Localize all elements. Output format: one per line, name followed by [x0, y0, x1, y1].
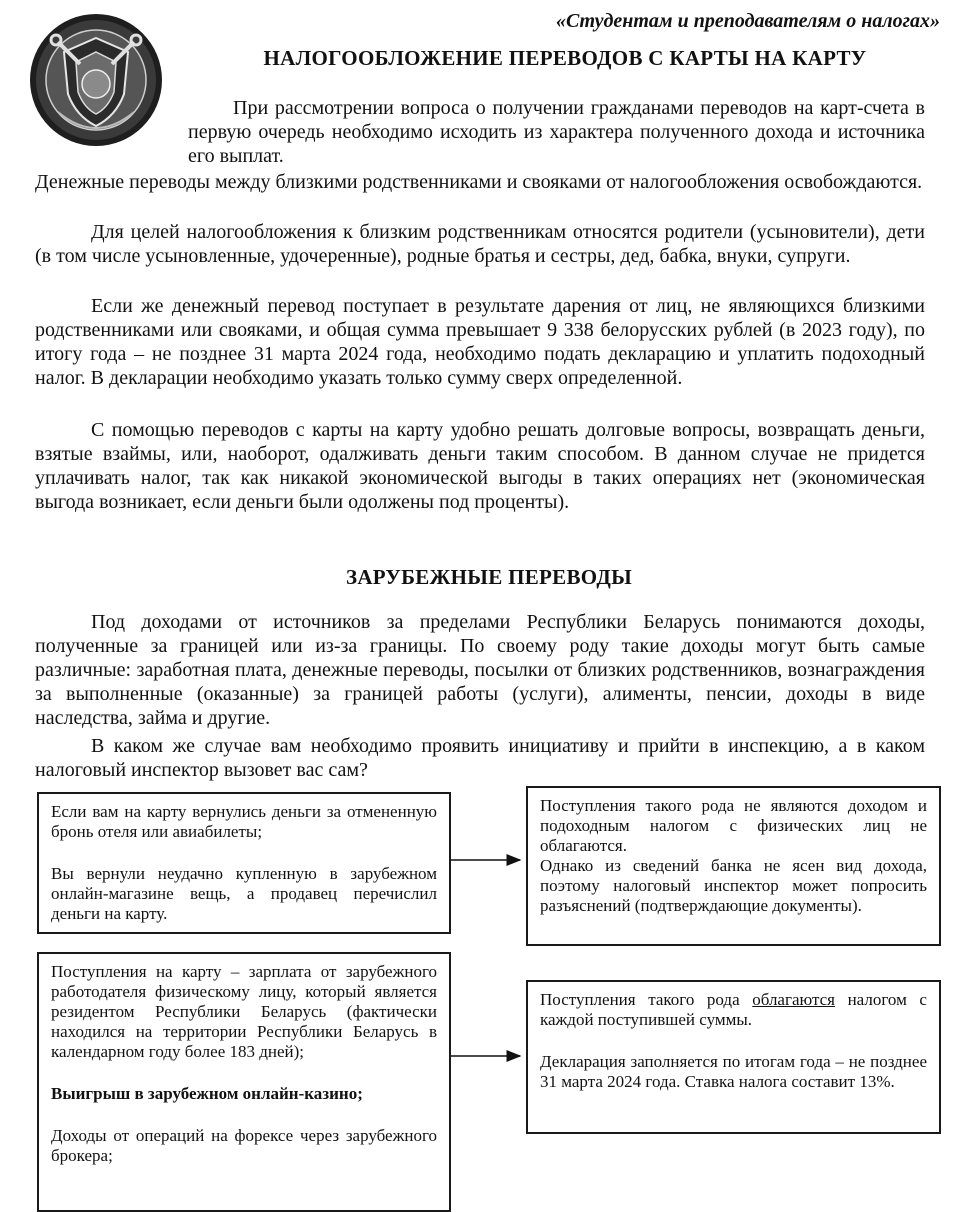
paragraph-question: В каком же случае вам необходимо проявить инициативу и прийти в инспекцию, а в каком налоговый инспектор вызовет вас сам?	[35, 735, 925, 781]
box4-post-text: налогом с каждой поступившей суммы.	[540, 990, 927, 1029]
box2-line1: Поступления такого рода не являются доходом и подоходным налогом с физических лиц не облагаются.	[540, 796, 927, 855]
paragraph-gift-transfers: Если же денежный перевод поступает в результате дарения от лиц, не являющихся близкими родственниками или свояками, и общая сумма превышает 9 338 белорусских рублей (в 2023 году), по итогу года – не позднее 31 марта 2024 года, необходимо подать декларацию и уплатить подоходный налог. В декларации необходимо указать только сумму сверх определенной.	[35, 295, 925, 389]
box4-pre-text: Поступления такого рода	[540, 990, 753, 1009]
box3-line3: Доходы от операций на форексе через зарубежного брокера;	[51, 1126, 437, 1165]
box2-line2: Однако из сведений банка не ясен вид дохода, поэтому налоговый инспектор может попросить разъяснений (подтверждающие документы).	[540, 856, 927, 915]
section-heading-foreign-transfers: ЗАРУБЕЖНЫЕ ПЕРЕВОДЫ	[345, 565, 633, 589]
page-title: НАЛОГООБЛОЖЕНИЕ ПЕРЕВОДОВ С КАРТЫ НА КАРТУ	[263, 46, 867, 70]
paragraph-debt-transfers: С помощью переводов с карты на карту удобно решать долговые вопросы, возвращать деньги, взятые взаймы, или, наоборот, одалживать деньги таким способом. В данном случае не придется уплачивать налог, так как никакой экономической выгоды в таких операциях нет (экономическая выгода возникает, если деньги были одолжены под проценты).	[35, 419, 925, 513]
paragraph-relatives-exempt: Денежные переводы между близкими родственниками и свояками от налогообложения освобождаются.	[35, 171, 923, 193]
box4-underlined-text: облагаются	[752, 990, 835, 1009]
paragraph-relatives-definition: Для целей налогообложения к близким родственникам относятся родители (усыновители), дети (в том числе усыновленные, удочеренные), родные братья и сестры, дед, бабка, внуки, супруги.	[35, 221, 925, 267]
box4-line2: Декларация заполняется по итогам года – не позднее 31 марта 2024 года. Ставка налога составит 13%.	[540, 1052, 927, 1091]
box1-line2: Вы вернули неудачно купленную в зарубежном онлайн-магазине вещь, а продавец перечислил деньги на карту.	[51, 864, 437, 923]
box3-line2: Выигрыш в зарубежном онлайн-казино;	[51, 1084, 363, 1103]
box3-line1: Поступления на карту – зарплата от зарубежного работодателя физическому лицу, который является резидентом Республики Беларусь (фактически находился на территории Республики Беларусь в календарном году более 183 дней);	[51, 962, 437, 1061]
box1-line1: Если вам на карту вернулись деньги за отмененную бронь отеля или авиабилеты;	[51, 802, 437, 841]
document-tagline: «Студентам и преподавателям о налогах»	[555, 10, 940, 32]
paragraph-foreign-income: Под доходами от источников за пределами Республики Беларусь понимаются доходы, полученные за границей или из-за границы. По своему роду такие доходы могут быть самые различные: заработная плата, денежные переводы, посылки от близких родственников, вознаграждения за выполненные (оказанные) за границей работы (услуги), алименты, пенсии, доходы в виде наследства, займа и другие.	[35, 611, 925, 729]
intro-paragraph: При рассмотрении вопроса о получении гражданами переводов на карт-счета в первую очередь необходимо исходить из характера полученного дохода и источника его выплат.	[188, 97, 925, 167]
